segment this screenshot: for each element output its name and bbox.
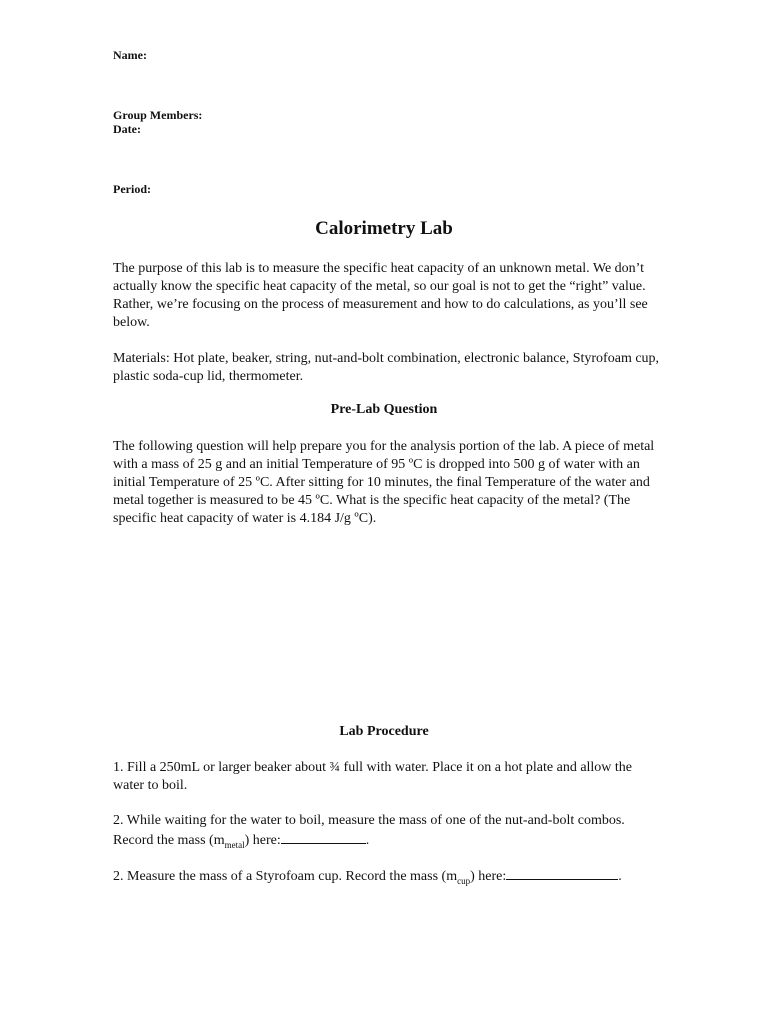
- m-cup-blank[interactable]: [506, 866, 618, 880]
- name-label: Name:: [113, 48, 147, 62]
- procedure-step-3: [113, 866, 663, 890]
- intro-paragraph: The purpose of this lab is to measure the specific heat capacity of an unknown metal. We don’t actually know the specific heat capacity of the metal, so our goal is not to get the “right” value. Rather, we’re focusing on the process of measurement and how to do calculations, as you’ll see below.: [113, 261, 648, 330]
- step-2-end: .: [365, 833, 370, 848]
- m-metal-blank[interactable]: [281, 830, 366, 844]
- period-label: Period:: [113, 182, 151, 196]
- procedure-step-1: 1. Fill a 250mL or larger beaker about ¾ full with water. Place it on a hot plate and allow the water to boil.: [113, 760, 633, 793]
- prelab-question: The following question will help prepare you for the analysis portion of the lab. A piece of metal with a mass of 25 g and an initial Temperature of 95 ºC is dropped into 500 g of water with an initial Temperature of 25 ºC. After sitting for 10 minutes, the final Temperature of the water and metal together is measured to be 45 ºC. What is the specific heat capacity of the metal? (The specific heat capacity of water is 4.184 J/g ºC).: [113, 439, 655, 526]
- step-3-end: .: [618, 869, 622, 884]
- group-members-label: Group Members:: [113, 108, 203, 122]
- step-2-here: ) here:: [244, 833, 281, 848]
- date-label: Date:: [113, 122, 141, 136]
- step-3-text: 2. Measure the mass of a Styrofoam cup. Record the mass (m: [113, 869, 458, 884]
- m-metal-subscript: metal: [224, 839, 245, 850]
- step-2-text: 2. While waiting for the water to boil, measure the mass of one of the nut-and-bolt combos. Record the mass (m: [113, 813, 625, 848]
- page-title: Calorimetry Lab: [315, 218, 453, 239]
- materials-paragraph: Materials: Hot plate, beaker, string, nut-and-bolt combination, electronic balance, Styrofoam cup, plastic soda-cup lid, thermometer.: [113, 351, 660, 384]
- prelab-heading: Pre-Lab Question: [330, 402, 438, 417]
- m-cup-subscript: cup: [457, 875, 471, 886]
- procedure-step-2: [113, 812, 663, 854]
- procedure-heading: Lab Procedure: [339, 724, 429, 739]
- step-3-here: ) here:: [470, 869, 507, 884]
